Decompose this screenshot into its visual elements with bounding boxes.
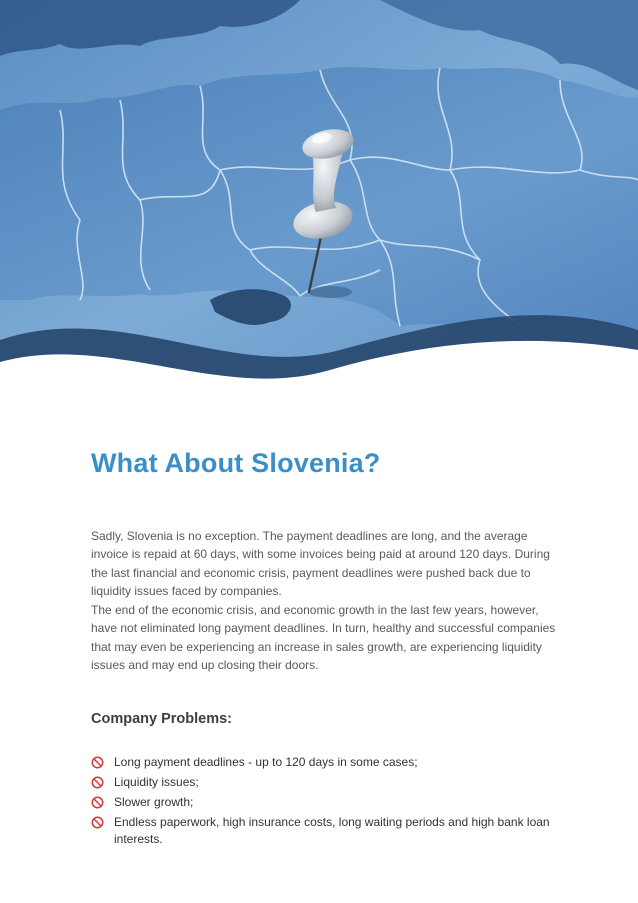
list-item-text: Slower growth; (114, 795, 194, 809)
list-item (91, 794, 551, 811)
problems-heading: Company Problems: (91, 711, 232, 727)
hero-map-image (0, 0, 638, 400)
pushpin-shadow (308, 286, 352, 298)
paragraph-intro: Sadly, Slovenia is no exception. The payment deadlines are long, and the average invoice is repaid at 60 days, with some invoices being paid at around 120 days. During the last financial and economic crisis, payment deadlines were pushed back due to liquidity issues faced by companies. (91, 529, 550, 598)
list-item-text: Liquidity issues; (114, 775, 199, 789)
prohibited-icon (91, 796, 104, 809)
list-item (91, 814, 551, 847)
paragraph-crisis: The end of the economic crisis, and economic growth in the last few years, however, have not eliminated long payment deadlines. In turn, healthy and successful companies that may even be experiencing an increase in sales growth, are experiencing liquidity issues and may end up closing their doors. (91, 603, 556, 672)
page-title: What About Slovenia? (91, 448, 381, 478)
prohibited-icon (91, 816, 104, 829)
list-item-text: Long payment deadlines - up to 120 days in some cases; (114, 755, 418, 769)
problems-list (91, 754, 551, 851)
prohibited-icon (91, 776, 104, 789)
list-item (91, 754, 551, 771)
list-item-text: Endless paperwork, high insurance costs, long waiting periods and high bank loan interests. (114, 815, 550, 846)
list-item (91, 774, 551, 791)
prohibited-icon (91, 756, 104, 769)
